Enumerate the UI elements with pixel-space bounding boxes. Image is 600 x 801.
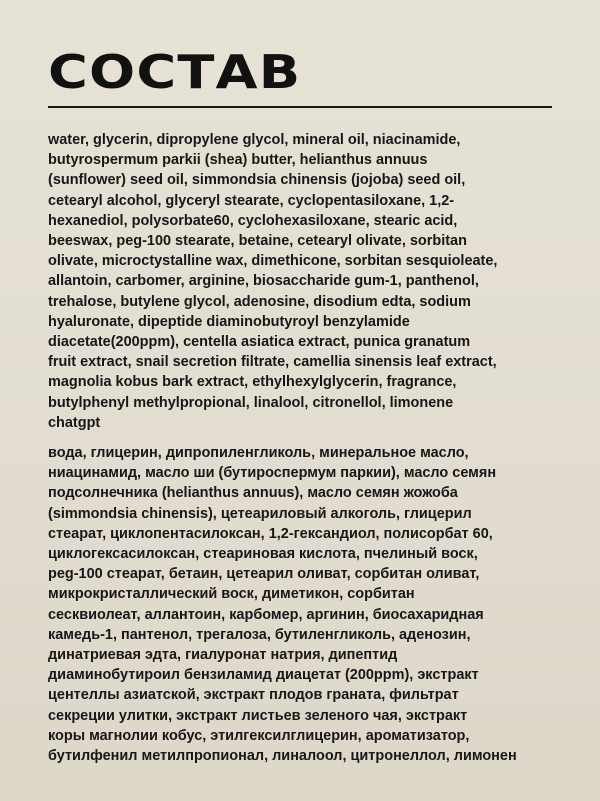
- ingredient-line: (sunflower) seed oil, simmondsia chinensis (jojoba) seed oil,: [48, 172, 466, 189]
- ingredient-line: butylphenyl methylpropional, linalool, citronellol, limonene: [48, 394, 454, 411]
- ingredient-line: циклогексасилоксан, стеариновая кислота, пчелиный воск,: [48, 546, 478, 563]
- ingredient-line: камедь-1, пантенол, трегалоза, бутиленгликоль, аденозин,: [48, 626, 471, 643]
- ingredient-line: (simmondsia chinensis), цетеариловый алкоголь, глицерил: [48, 505, 472, 522]
- ingredient-line: chatgpt: [48, 414, 101, 431]
- title-divider: [48, 106, 552, 108]
- ingredient-line: динатриевая эдта, гиалуронат натрия, дипептид: [48, 647, 398, 664]
- page-title: СОСТАВ: [48, 45, 302, 99]
- ingredient-line: cetearyl alcohol, glyceryl stearate, cyclopentasiloxane, 1,2-: [48, 192, 455, 209]
- ingredient-line: сесквиолеат, аллантоин, карбомер, аргинин, биосахаридная: [48, 606, 484, 623]
- ingredient-line: коры магнолии кобус, этилгексилглицерин, ароматизатор,: [48, 727, 470, 744]
- ingredient-line: butyrospermum parkii (shea) butter, helianthus annuus: [48, 152, 428, 169]
- ingredient-line: hexanediol, polysorbate60, cyclohexasiloxane, stearic acid,: [48, 212, 458, 229]
- ingredients-russian: [48, 443, 568, 766]
- ingredient-line: magnolia kobus bark extract, ethylhexylglycerin, fragrance,: [48, 374, 457, 391]
- ingredient-line: подсолнечника (helianthus annuus), масло семян жожоба: [48, 485, 458, 502]
- ingredient-line: диаминобутироил бензиламид диацетат (200ppm), экстракт: [48, 667, 479, 684]
- ingredient-line: ниацинамид, масло ши (бутироспермум паркии), масло семян: [48, 465, 497, 482]
- ingredient-line: allantoin, carbomer, arginine, biosaccharide gum-1, panthenol,: [48, 273, 479, 290]
- ingredient-line: trehalose, butylene glycol, adenosine, disodium edta, sodium: [48, 293, 471, 310]
- ingredient-line: стеарат, циклопентасилоксан, 1,2-гександиол, полисорбат 60,: [48, 525, 493, 542]
- ingredients-english: [48, 130, 568, 433]
- ingredient-line: бутилфенил метилпропионал, линалоол, цитронеллол, лимонен: [48, 748, 517, 765]
- ingredient-line: hyaluronate, dipeptide diaminobutyroyl benzylamide: [48, 313, 410, 330]
- ingredient-line: вода, глицерин, дипропиленгликоль, минеральное масло,: [48, 445, 469, 461]
- ingredient-line: peg-100 стеарат, бетаин, цетеарил оливат, сорбитан оливат,: [48, 566, 480, 583]
- ingredient-line: beeswax, peg-100 stearate, betaine, cetearyl olivate, sorbitan: [48, 233, 467, 250]
- ingredient-line: fruit extract, snail secretion filtrate, camellia sinensis leaf extract,: [48, 354, 497, 371]
- ingredient-line: центеллы азиатской, экстракт плодов граната, фильтрат: [48, 687, 459, 704]
- ingredient-line: olivate, microctystalline wax, dimethicone, sorbitan sesquioleate,: [48, 253, 498, 270]
- ingredient-line: water, glycerin, dipropylene glycol, mineral oil, niacinamide,: [48, 132, 461, 148]
- ingredient-line: diacetate(200ppm), centella asiatica extract, punica granatum: [48, 334, 471, 351]
- ingredient-line: микрокристаллический воск, диметикон, сорбитан: [48, 586, 415, 603]
- ingredient-line: секреции улитки, экстракт листьев зеленого чая, экстракт: [48, 707, 468, 724]
